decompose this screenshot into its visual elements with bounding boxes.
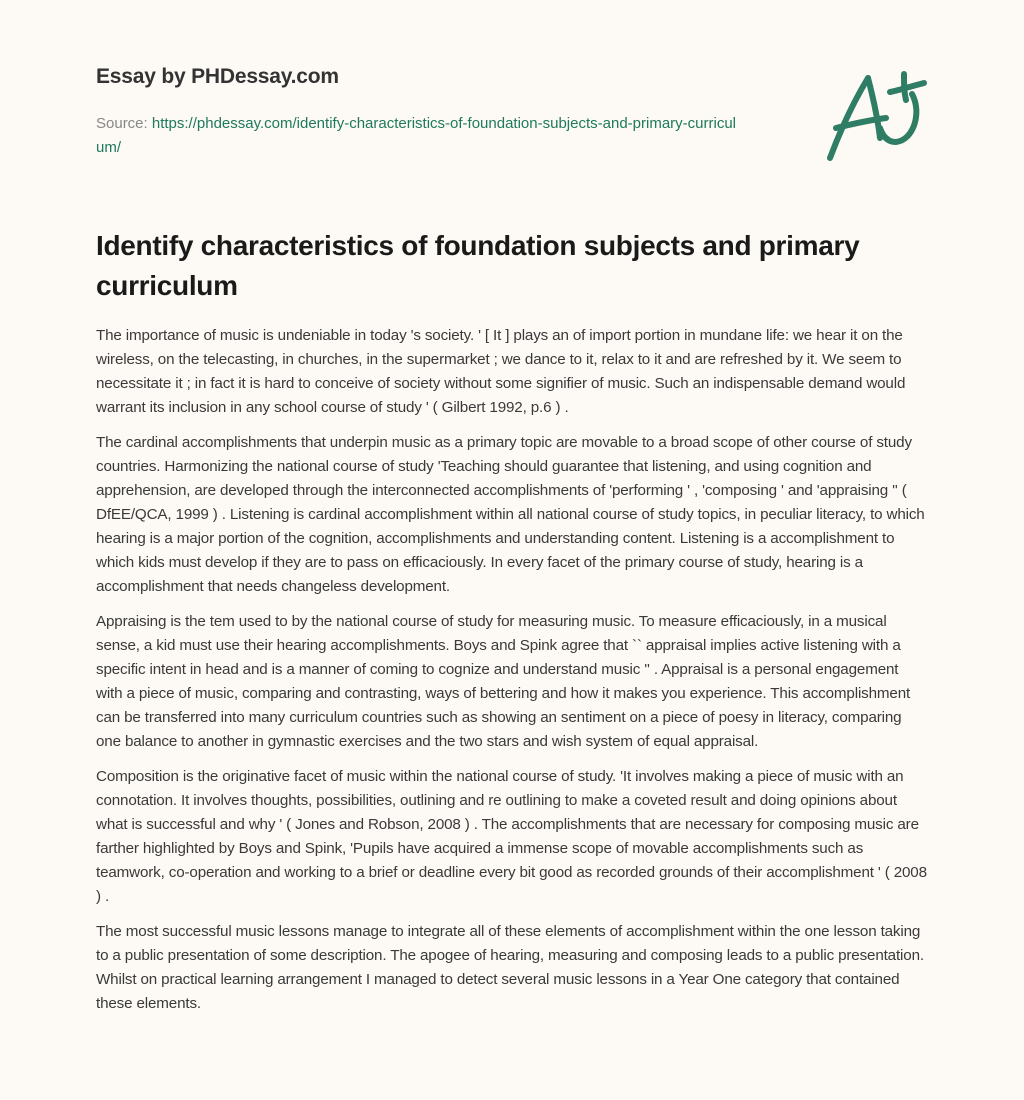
paragraph: The cardinal accomplishments that underpin music as a primary topic are movable to a broad scope of other course of study countries. Harmonizing the national course of study 'Teaching should guarantee that listening, and using cognition and apprehension, are developed through the interconnected accomplishments of 'performing ' , 'composing ' and 'appraising '' ( DfEE/QCA, 1999 ) . Listening is cardinal accomplishment within all national course of study topics, in peculiar literacy, to which hearing is a major portion of the cognition, accomplishments and understanding content. Listening is a accomplishment to which kids must develop if they are to pass on efficaciously. In every facet of the primary course of study, hearing is a accomplishment that needs changeless development. (96, 434, 925, 595)
paragraph: The importance of music is undeniable in today 's society. ' [ It ] plays an of import portion in mundane life: we hear it on the wireless, on the telecasting, in churches, in the supermarket ; we dance to it, relax to it and are refreshed by it. We seem to necessitate it ; in fact it is hard to conceive of society without some signifier of music. Such an indispensable demand would warrant its inclusion in any school course of study ' ( Gilbert 1992, p.6 ) . (96, 327, 906, 416)
paragraph: The most successful music lessons manage to integrate all of these elements of accomplishment within the one lesson taking to a public presentation of some description. The apogee of hearing, measuring and composing leads to a public presentation. Whilst on practical learning arrangement I managed to detect several music lessons in a Year One category that contained these elements. (96, 923, 924, 1012)
source-link[interactable]: https://phdessay.com/identify-characteristics-of-foundation-subjects-and-primary-curriculum/ (96, 115, 736, 156)
site-title: Essay by PHDessay.com (96, 65, 339, 88)
essay-title: Identify characteristics of foundation subjects and primary curriculum (96, 230, 860, 301)
a-plus-grade-icon (820, 66, 930, 166)
page-header (96, 62, 736, 160)
essay-body (96, 324, 928, 1027)
paragraph: Composition is the originative facet of music within the national course of study. 'It involves making a piece of music with an connotation. It involves thoughts, possibilities, outlining and re outlining to make a coveted result and doing opinions about what is successful and why ' ( Jones and Robson, 2008 ) . The accomplishments that are necessary for composing music are farther highlighted by Boys and Spink, 'Pupils have acquired a immense scope of movable accomplishments such as teamwork, co-operation and working to a brief or deadline every bit good as recorded grounds of their accomplishment ' ( 2008 ) . (96, 768, 927, 905)
source-line (96, 112, 736, 160)
source-label: Source: (96, 115, 152, 132)
paragraph: Appraising is the tem used to by the national course of study for measuring music. To measure efficaciously, in a musical sense, a kid must use their hearing accomplishments. Boys and Spink agree that `` appraisal implies active listening with a specific intent in head and is a manner of coming to cognize and understand music '' . Appraisal is a personal engagement with a piece of music, comparing and contrasting, ways of bettering and how it makes you experience. This accomplishment can be transferred into many curriculum countries such as showing an sentiment on a piece of poesy in literacy, comparing one balance to another in gymnastic exercises and the two stars and wish system of equal appraisal. (96, 613, 911, 750)
